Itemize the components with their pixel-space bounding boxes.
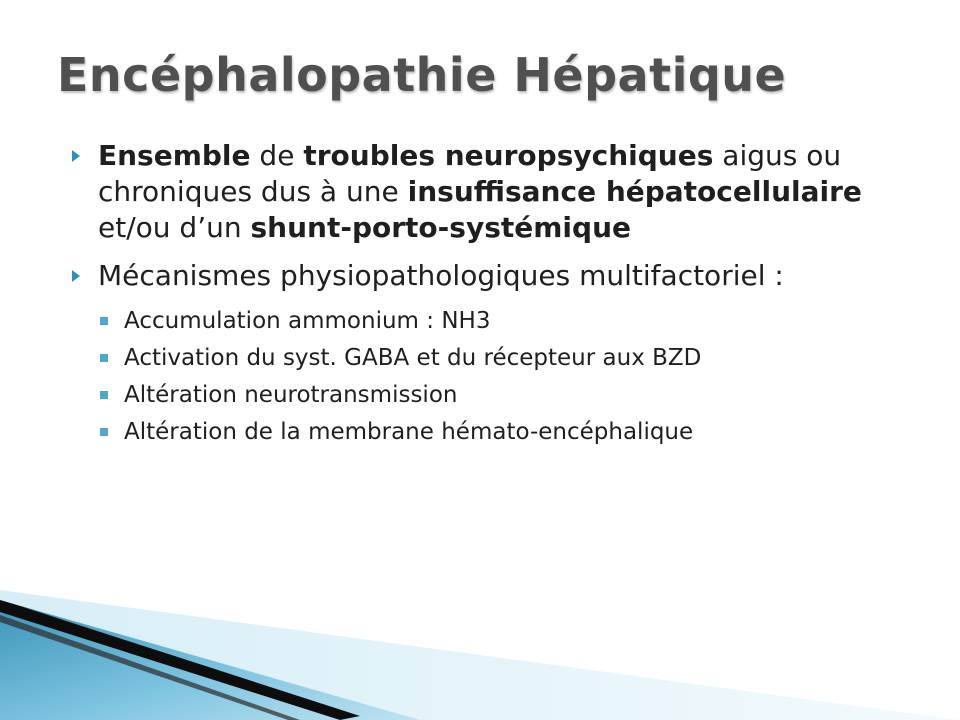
text-segment: et/ou d’un bbox=[98, 211, 251, 244]
text-segment: aigus ou chroniques dus à une bbox=[98, 139, 842, 208]
sub-bullet-text: Altération neurotransmission bbox=[124, 382, 458, 408]
text-segment: de bbox=[250, 139, 304, 172]
slide-title: Encéphalopathie Hépatique bbox=[57, 48, 787, 102]
sub-bullet-text: Altération de la membrane hémato-encéphalique bbox=[124, 419, 694, 445]
sub-bullet-text: Accumulation ammonium : NH3 bbox=[124, 308, 491, 334]
term-insuffisance-hepatocellulaire: insuffisance hépatocellulaire bbox=[407, 175, 862, 208]
term-troubles-neuropsychiques: troubles neuropsychiques bbox=[303, 139, 714, 172]
sub-bullet-text: Activation du syst. GABA et du récepteur aux BZD bbox=[124, 345, 702, 371]
bullet-text: Mécanismes physiopathologiques multifactoriel : bbox=[98, 259, 784, 292]
term-ensemble: Ensemble bbox=[98, 139, 251, 172]
term-shunt-porto-systemique: shunt-porto-systémique bbox=[250, 211, 631, 244]
